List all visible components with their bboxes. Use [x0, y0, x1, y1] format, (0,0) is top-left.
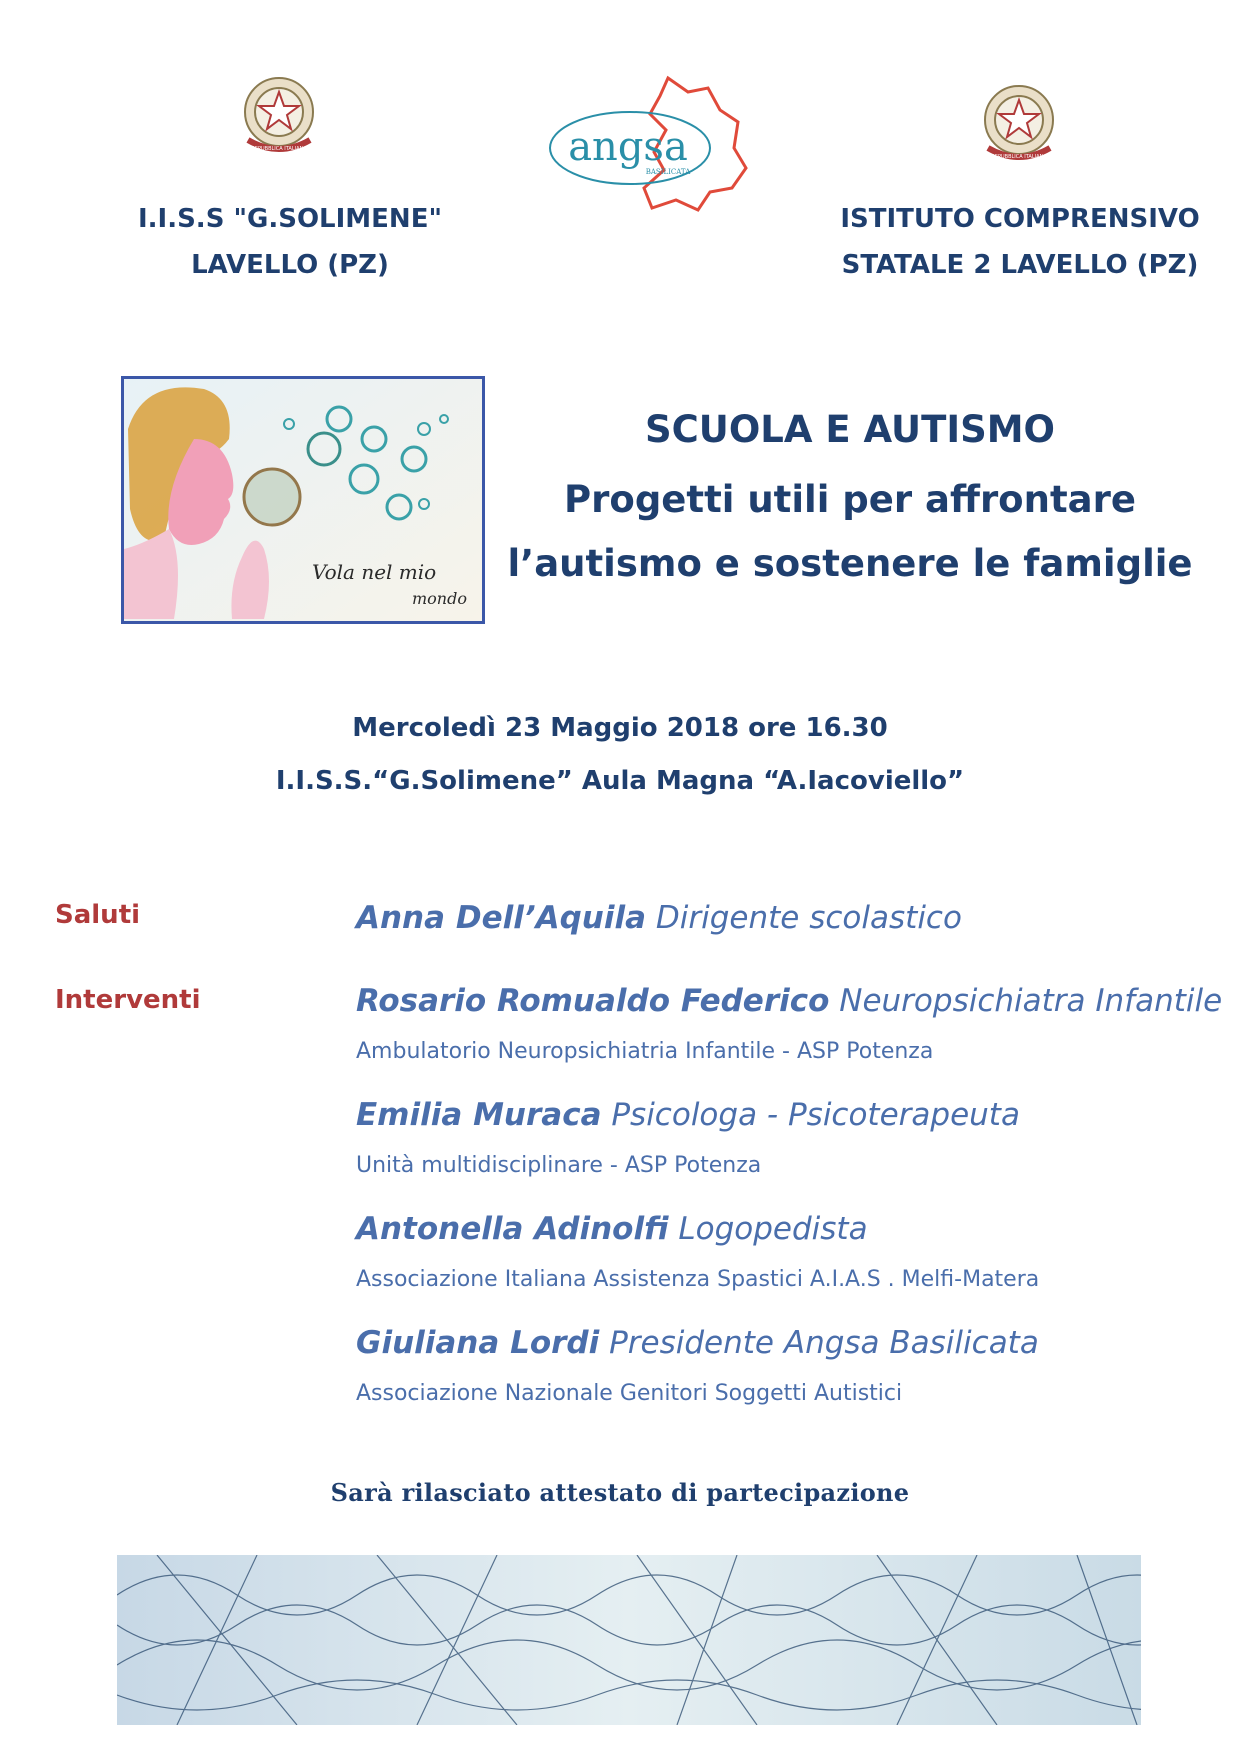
speaker-role: Psicologa - Psicoterapeuta	[601, 1097, 1020, 1133]
saluti-label: Saluti	[55, 900, 141, 930]
angsa-logo-subtext: BASILICATA	[645, 168, 691, 176]
speaker-name: Giuliana Lordi	[356, 1325, 600, 1361]
speaker-role: Logopedista	[668, 1211, 868, 1247]
speaker-3-affiliation: Associazione Italiana Assistenza Spastici A.I.A.S . Melfi-Matera	[356, 1267, 1040, 1292]
drawing-caption-line1: Vola nel mio	[312, 560, 437, 584]
speaker-role: Presidente Angsa Basilicata	[599, 1325, 1039, 1361]
speaker-3	[356, 1211, 868, 1247]
event-subtitle-line2: l’autismo e sostenere le famiglie	[507, 542, 1193, 585]
decorative-footer-band	[117, 1555, 1141, 1725]
speaker-1	[356, 983, 1222, 1019]
child-blowing-bubbles-drawing	[121, 376, 485, 624]
speaker-2	[356, 1097, 1020, 1133]
angsa-logo	[548, 70, 768, 220]
event-title: SCUOLA E AUTISMO	[644, 408, 1056, 451]
speaker-name: Emilia Muraca	[356, 1097, 602, 1133]
speaker-name: Rosario Romualdo Federico	[356, 983, 830, 1019]
right-institution	[820, 196, 1220, 288]
italian-republic-emblem-right	[980, 78, 1058, 168]
event-subtitle-line1: Progetti utili per affrontare	[564, 478, 1136, 521]
speaker-name: Anna Dell’Aquila	[356, 900, 647, 936]
saluti-speaker	[356, 900, 962, 936]
emblem-ribbon-text: REPUBBLICA ITALIANA	[991, 154, 1047, 160]
right-institution-line1: ISTITUTO COMPRENSIVO	[840, 204, 1200, 234]
drawing-caption-line2: mondo	[412, 589, 467, 608]
left-institution-line2: LAVELLO (PZ)	[191, 250, 389, 280]
speaker-role: Dirigente scolastico	[646, 900, 962, 936]
interventi-label: Interventi	[55, 985, 201, 1015]
angsa-logo-text: angsa	[568, 124, 688, 170]
left-institution	[90, 196, 490, 288]
speaker-name: Antonella Adinolfi	[356, 1211, 669, 1247]
left-institution-line1: I.I.S.S "G.SOLIMENE"	[137, 204, 442, 234]
speaker-2-affiliation: Unità multidisciplinare - ASP Potenza	[356, 1153, 762, 1178]
speaker-4-affiliation: Associazione Nazionale Genitori Soggetti Autistici	[356, 1381, 903, 1406]
right-institution-line2: STATALE 2 LAVELLO (PZ)	[841, 250, 1199, 280]
event-date: Mercoledì 23 Maggio 2018 ore 16.30	[352, 713, 888, 743]
speaker-role: Neuropsichiatra Infantile	[829, 983, 1223, 1019]
certificate-notice: Sarà rilasciato attestato di partecipazione	[330, 1478, 910, 1507]
speaker-1-affiliation: Ambulatorio Neuropsichiatria Infantile - ASP Potenza	[356, 1039, 934, 1064]
event-location: I.I.S.S.“G.Solimene” Aula Magna “A.Iacoviello”	[275, 766, 965, 796]
emblem-ribbon-text: REPUBBLICA ITALIANA	[251, 146, 307, 152]
italian-republic-emblem-left	[240, 70, 318, 160]
speaker-4	[356, 1325, 1039, 1361]
